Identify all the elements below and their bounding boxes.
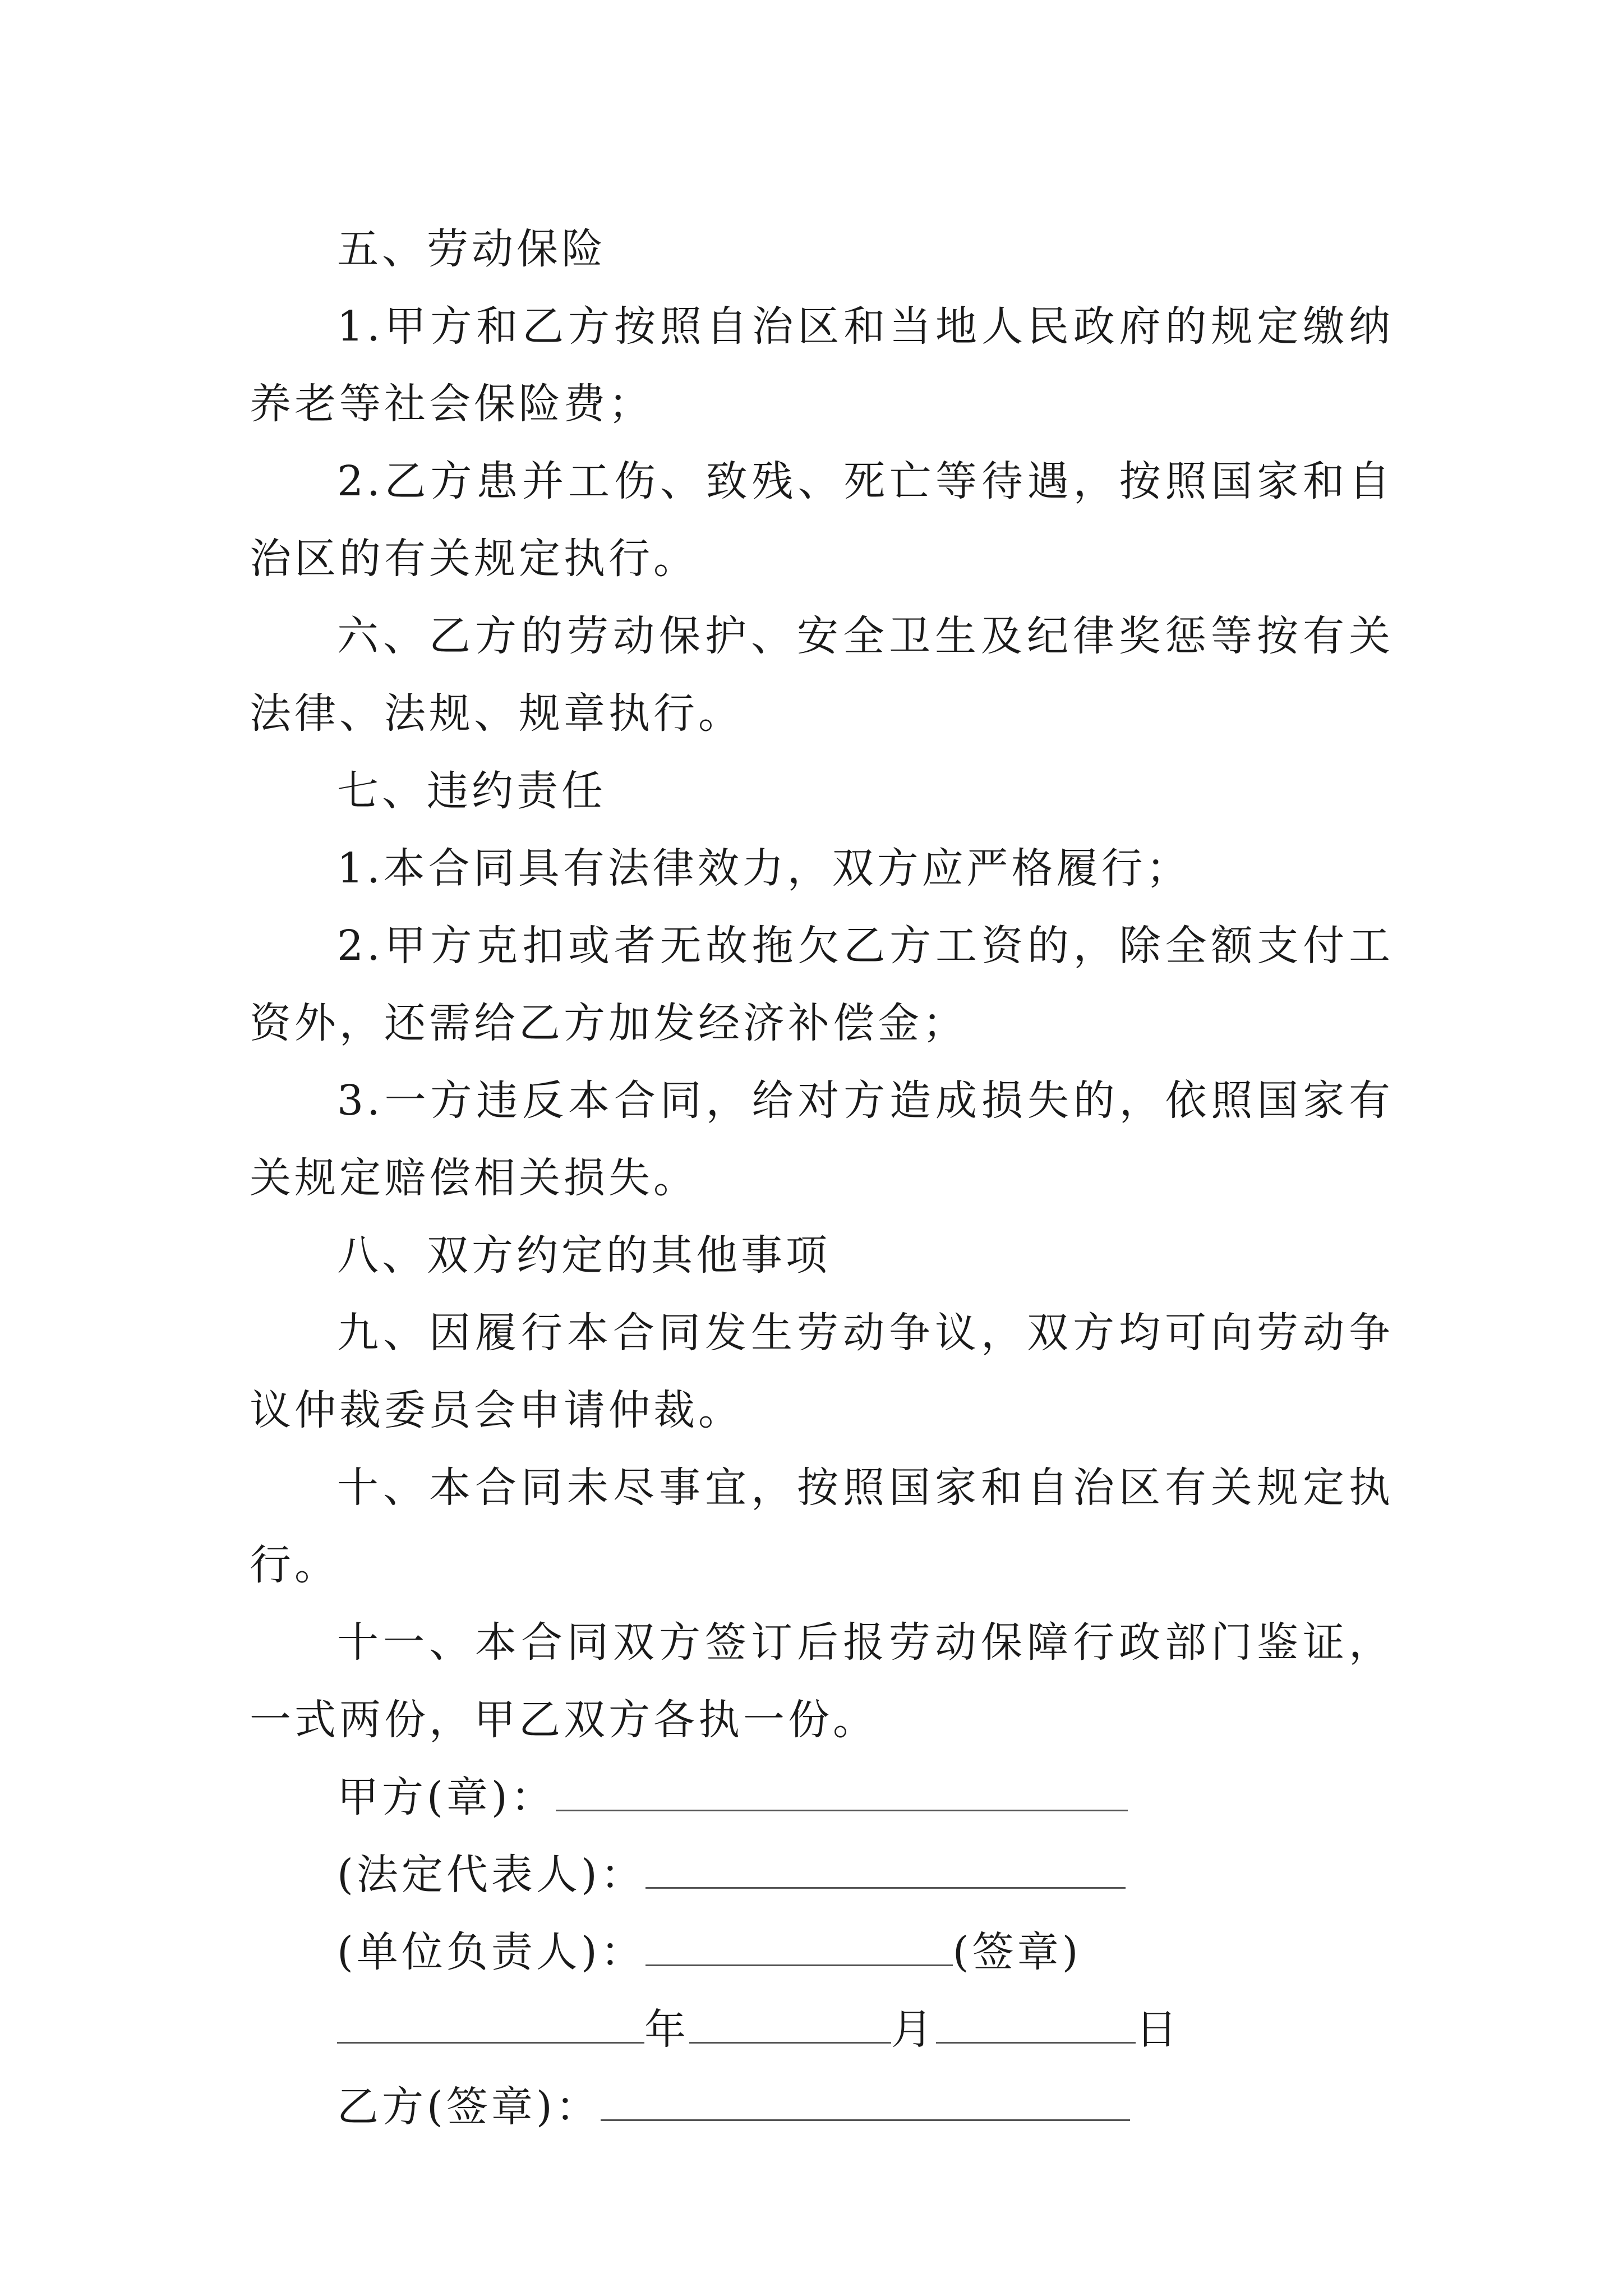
day-blank[interactable]	[936, 2008, 1136, 2044]
clause-social-insurance: 1.甲方和乙方按照自治区和当地人民政府的规定缴纳养老等社会保险费；	[250, 302, 1394, 428]
month-blank[interactable]	[689, 2008, 891, 2044]
legal-rep-blank[interactable]	[645, 1853, 1126, 1889]
party-a-label: 甲方(章)：	[337, 1773, 556, 1821]
section-heading-labor-insurance: 五、劳动保险	[337, 225, 606, 273]
unit-head-signature-row	[250, 1913, 1394, 1991]
section-other-matters: 八、双方约定的其他事项	[337, 1231, 831, 1280]
section-labor-protection: 六、乙方的劳动保护、安全卫生及纪律奖惩等按有关法律、法规、规章执行。	[250, 612, 1394, 738]
contract-body	[250, 210, 1394, 2146]
clause-legal-effect: 1.本合同具有法律效力，双方应严格履行；	[337, 844, 1191, 892]
unit-head-label: (单位负责人)：	[337, 1928, 645, 1976]
clause-injury-benefits: 2.乙方患并工伤、致残、死亡等待遇，按照国家和自治区的有关规定执行。	[250, 457, 1394, 583]
date-row	[250, 1991, 1394, 2068]
legal-rep-signature-row	[250, 1836, 1394, 1913]
unit-head-blank[interactable]	[645, 1931, 953, 1966]
party-b-signature-row	[250, 2068, 1394, 2146]
month-label: 月	[891, 2005, 936, 2054]
section-unspecified-matters: 十、本合同未尽事宜，按照国家和自治区有关规定执行。	[250, 1464, 1394, 1589]
section-dispute-arbitration: 九、因履行本合同发生劳动争议，双方均可向劳动争议仲裁委员会申请仲裁。	[250, 1309, 1394, 1434]
clause-damages: 3.一方违反本合同，给对方造成损失的，依照国家有关规定赔偿相关损失。	[250, 1076, 1394, 1202]
section-heading-breach: 七、违约责任	[337, 767, 606, 815]
clause-wage-deduction: 2.甲方克扣或者无故拖欠乙方工资的，除全额支付工资外，还需给乙方加发经济补偿金；	[250, 922, 1394, 1047]
section-copies: 十一、本合同双方签订后报劳动保障行政部门鉴证，一式两份，甲乙双方各执一份。	[250, 1618, 1394, 1744]
day-label: 日	[1136, 2005, 1181, 2054]
party-b-label: 乙方(签章)：	[337, 2083, 601, 2131]
year-blank[interactable]	[337, 2008, 644, 2044]
party-b-blank[interactable]	[601, 2086, 1130, 2121]
seal-suffix: (签章)	[952, 1928, 1082, 1976]
party-a-signature-row	[250, 1759, 1394, 1836]
year-label: 年	[644, 2005, 689, 2054]
party-a-blank[interactable]	[556, 1776, 1128, 1811]
legal-rep-label: (法定代表人)：	[337, 1851, 645, 1899]
